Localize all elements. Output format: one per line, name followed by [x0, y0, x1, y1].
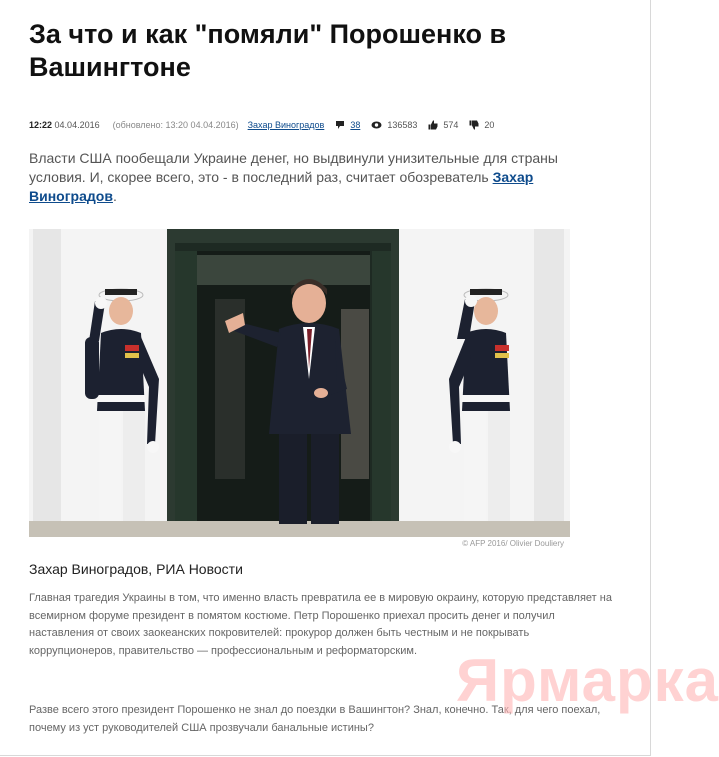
publish-date: 04.04.2016	[54, 120, 100, 130]
article-title: За что и как "помяли" Порошенко в Вашингтоне	[29, 19, 507, 82]
comments-stat[interactable]	[335, 120, 360, 130]
likes-stat[interactable]	[428, 120, 458, 130]
dislikes-stat[interactable]	[469, 120, 494, 130]
thumbs-up-icon[interactable]	[428, 120, 438, 130]
watermark-logo: Ярмарка	[456, 647, 719, 714]
article-paragraph-1: Главная трагедия Украины в том, что именно власть превратила ее в мировую окраину, которую представляет на всемирном форуме президент в помятом костюме. Петр Порошенко приехал просить денег и получил наставления от своих заокеанских покровителей: прокурор должен быть честным и не покрывать коррупционеров, правительство — профессиональным и реформаторским.	[29, 592, 612, 657]
likes-count: 574	[443, 120, 459, 130]
article-paragraph-2: Разве всего этого президент Порошенко не знал до поездки в Вашингтон? Знал, конечно. Так, для чего поехал, почему из уст руководителей США прозвучали банальные истины?	[29, 704, 601, 734]
comments-count[interactable]: 38	[350, 120, 361, 130]
article-lead	[29, 149, 589, 206]
dislikes-count: 20	[484, 120, 495, 130]
comment-icon	[335, 120, 345, 130]
lead-author-link[interactable]: Захар Виноградов	[29, 169, 534, 204]
photo-illustration	[29, 229, 570, 537]
article-byline: Захар Виноградов, РИА Новости	[29, 561, 243, 577]
author-link[interactable]: Захар Виноградов	[247, 120, 325, 130]
article-photo	[29, 229, 570, 548]
updated-label: (обновлено: 13:20 04.04.2016)	[112, 120, 239, 130]
lead-end: .	[112, 188, 117, 204]
lead-text: Власти США пообещали Украине денег, но выдвинули унизительные для страны условия. И, скорее всего, это - в последний раз, считает обозреватель	[29, 150, 558, 185]
eye-icon	[371, 121, 382, 129]
thumbs-down-icon[interactable]	[469, 120, 479, 130]
views-stat	[371, 120, 417, 130]
views-count: 136583	[387, 120, 418, 130]
article-meta	[29, 120, 494, 130]
photo-credit: © AFP 2016/ Olivier Douliery	[462, 539, 564, 548]
publish-time: 12:22	[29, 120, 53, 130]
